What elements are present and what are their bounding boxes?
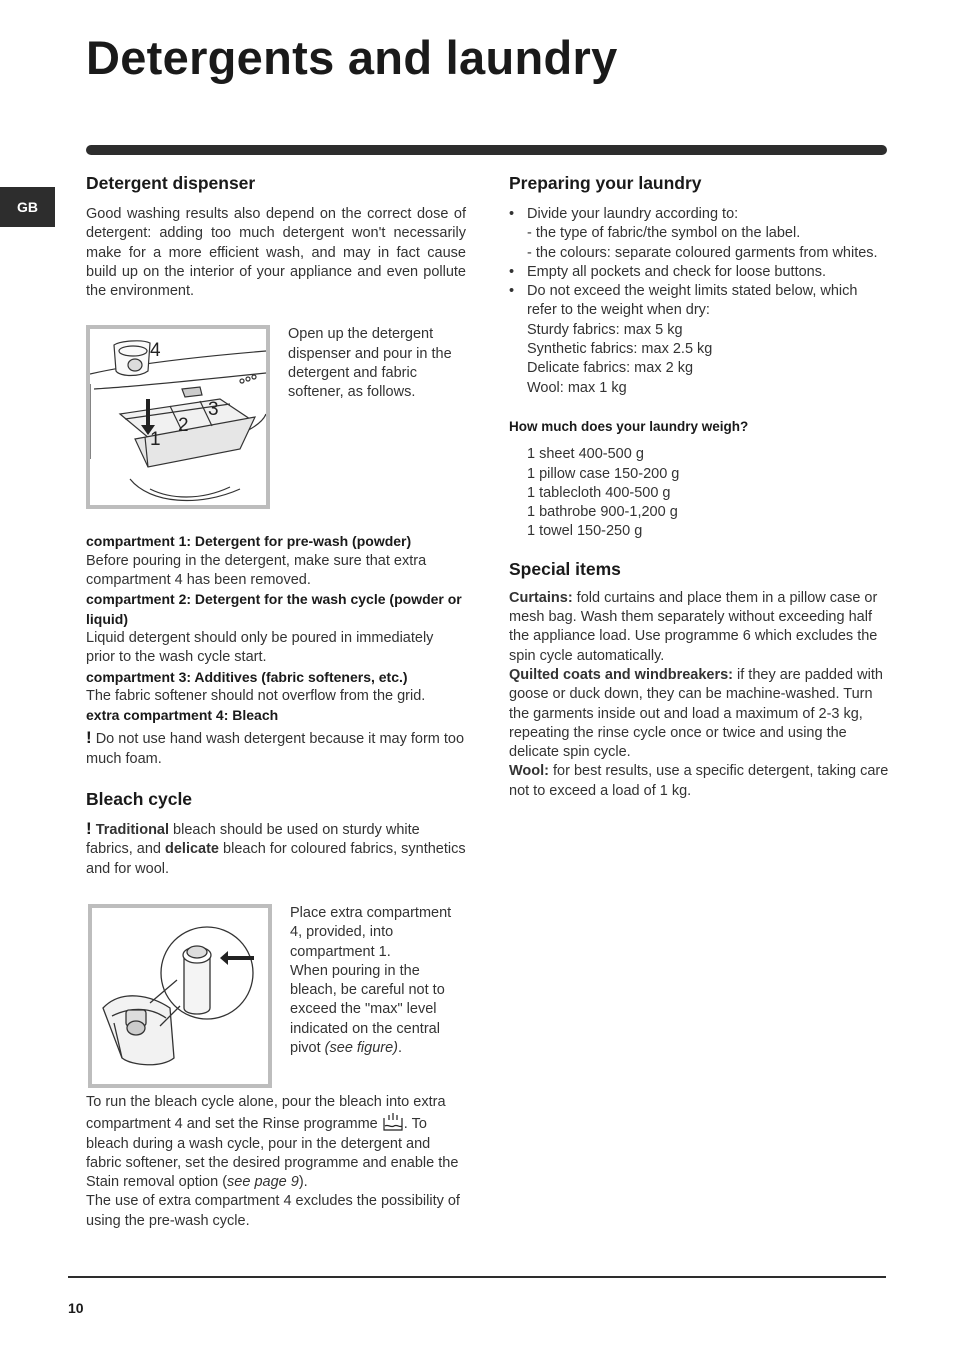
weight-tablecloth: 1 tablecloth 400-500 g (527, 484, 671, 501)
footer-rule (68, 1276, 886, 1278)
quilted-label: Quilted coats and windbreakers: (509, 666, 733, 683)
dispenser-intro: Good washing results also depend on the correct dose of detergent: adding too much detergent won't necessarily make for a more efficient wash, and may in fact cause build up on the interior of your appliance and even pollute the environment. (86, 206, 466, 300)
right-column (509, 172, 889, 801)
header-rule (86, 145, 887, 155)
compartment-1-text: Before pouring in the detergent, make sure that extra compartment 4 has been removed. (86, 552, 427, 589)
language-tab: GB (0, 187, 55, 227)
limit-delicate: Delicate fabrics: max 2 kg (527, 360, 694, 377)
bleach-run-text (86, 1093, 466, 1192)
warning-mark: ! (86, 728, 92, 748)
weight-sheet: 1 sheet 400-500 g (527, 446, 644, 463)
see-page-9-ref: see page 9 (227, 1174, 299, 1191)
see-figure-ref: (see figure) (324, 1040, 399, 1057)
compartment-3-text: The fabric softener should not overflow from the grid. (86, 687, 426, 704)
limit-wool: Wool: max 1 kg (527, 379, 627, 396)
bullet-1-sub-b: - the colours: separate coloured garments from whites. (527, 244, 878, 261)
bullet-1-sub-a: - the type of fabric/the symbol on the label. (527, 225, 801, 242)
bleach-intro (86, 819, 466, 879)
preparing-heading: Preparing your laundry (509, 173, 702, 193)
list-item: • Empty all pockets and check for loose buttons. (509, 263, 889, 282)
weigh-heading: How much does your laundry weigh? (509, 418, 749, 434)
compartment-4-label: extra compartment 4: Bleach (86, 707, 279, 724)
list-item (509, 282, 889, 398)
bleach-compartment-illustration (92, 908, 268, 1084)
bleach-caption-b (290, 962, 462, 1058)
page-number: 10 (68, 1300, 84, 1316)
bleach-note: The use of extra compartment 4 excludes the possibility of using the pre-wash cycle. (86, 1193, 460, 1229)
dispenser-figure-caption: Open up the detergent dispenser and pour in the detergent and fabric softener, as follows. (288, 326, 452, 401)
warning-text: Do not use hand wash detergent because it may form too much foam. (86, 731, 465, 767)
bleach-traditional: Traditional (95, 822, 170, 839)
hand-wash-warning (86, 728, 466, 769)
bleach-figure-row (86, 904, 466, 1088)
wool-text: for best results, use a specific detergent, taking care not to exceed a load of 1 kg. (509, 763, 889, 799)
special-items-text (509, 589, 889, 801)
bleach-text-a: bleach should be used on sturdy white fabrics, and (86, 822, 420, 858)
compartment-list (86, 532, 466, 769)
bleach-text-b: bleach for coloured fabrics, synthetics and for wool. (86, 841, 466, 877)
limit-sturdy: Sturdy fabrics: max 5 kg (527, 321, 683, 338)
compartment-2-text: Liquid detergent should only be poured in immediately prior to the wash cycle start. (86, 629, 434, 666)
weight-bathrobe: 1 bathrobe 900-1,200 g (527, 504, 678, 521)
bleach-delicate: delicate (165, 841, 219, 858)
list-item (509, 205, 889, 263)
bleach-figure-caption (290, 904, 462, 1088)
left-column (86, 172, 466, 1231)
curtains-text: fold curtains and place them in a pillow case or mesh bag. Wash them separately without exceeding half the appliance load. Use programme 6 which excludes the spin cycle automatically. (509, 589, 878, 664)
weight-pillow-case: 1 pillow case 150-200 g (527, 465, 680, 482)
page-title: Detergents and laundry (86, 31, 618, 84)
bleach-run-c: ). (298, 1174, 308, 1191)
bullet-3-text: Do not exceed the weight limits stated below, which refer to the weight when dry: (527, 283, 858, 319)
label-1: 1 (150, 429, 161, 451)
wool-label: Wool: (509, 763, 549, 780)
bleach-figure (88, 904, 272, 1088)
compartment-2-label: compartment 2: Detergent for the wash cycle (powder or liquid) (86, 591, 462, 627)
dispenser-drawer-illustration (90, 329, 266, 505)
special-items-heading: Special items (509, 558, 621, 579)
detergent-dispenser-heading: Detergent dispenser (86, 173, 256, 193)
bleach-caption-a: Place extra compartment 4, provided, into compartment 1. (290, 904, 452, 960)
curtains-label: Curtains: (509, 589, 573, 606)
label-2: 2 (178, 415, 189, 437)
quilted-text: if they are padded with goose or duck down, they can be machine-washed. Turn the garments inside out and load a maximum of 2-3 kg, repeating the rinse cycle once or twice and using the delicate spin cycle. (509, 666, 883, 761)
bullet-1-text: Divide your laundry according to: (527, 206, 739, 222)
weight-towel: 1 towel 150-250 g (527, 523, 643, 540)
rinse-programme-icon (382, 1112, 404, 1132)
label-4: 4 (150, 340, 161, 362)
compartment-3-label: compartment 3: Additives (fabric softeners, etc.) (86, 668, 408, 685)
weights-list (509, 445, 889, 541)
bleach-run-a: To run the bleach cycle alone, pour the bleach into extra compartment 4 and set the Rinse programme (86, 1093, 446, 1133)
preparing-list (509, 205, 889, 398)
label-3: 3 (208, 399, 219, 421)
compartment-1-label: compartment 1: Detergent for pre-wash (powder) (86, 533, 412, 550)
dispenser-figure-row (86, 325, 466, 509)
limit-synthetic: Synthetic fabrics: max 2.5 kg (527, 341, 713, 358)
bleach-cycle-heading: Bleach cycle (86, 789, 193, 810)
bleach-run-b: . To bleach during a wash cycle, pour in the detergent and fabric softener, set the desired programme and enable the Stain removal option ( (86, 1116, 459, 1191)
bleach-caption-b-text: When pouring in the bleach, be careful not to exceed the "max" level indicated on the central pivot (290, 962, 445, 1057)
dispenser-figure (86, 325, 270, 509)
bleach-caption-end: . (398, 1040, 403, 1057)
bleach-warning-mark: ! (86, 819, 92, 839)
